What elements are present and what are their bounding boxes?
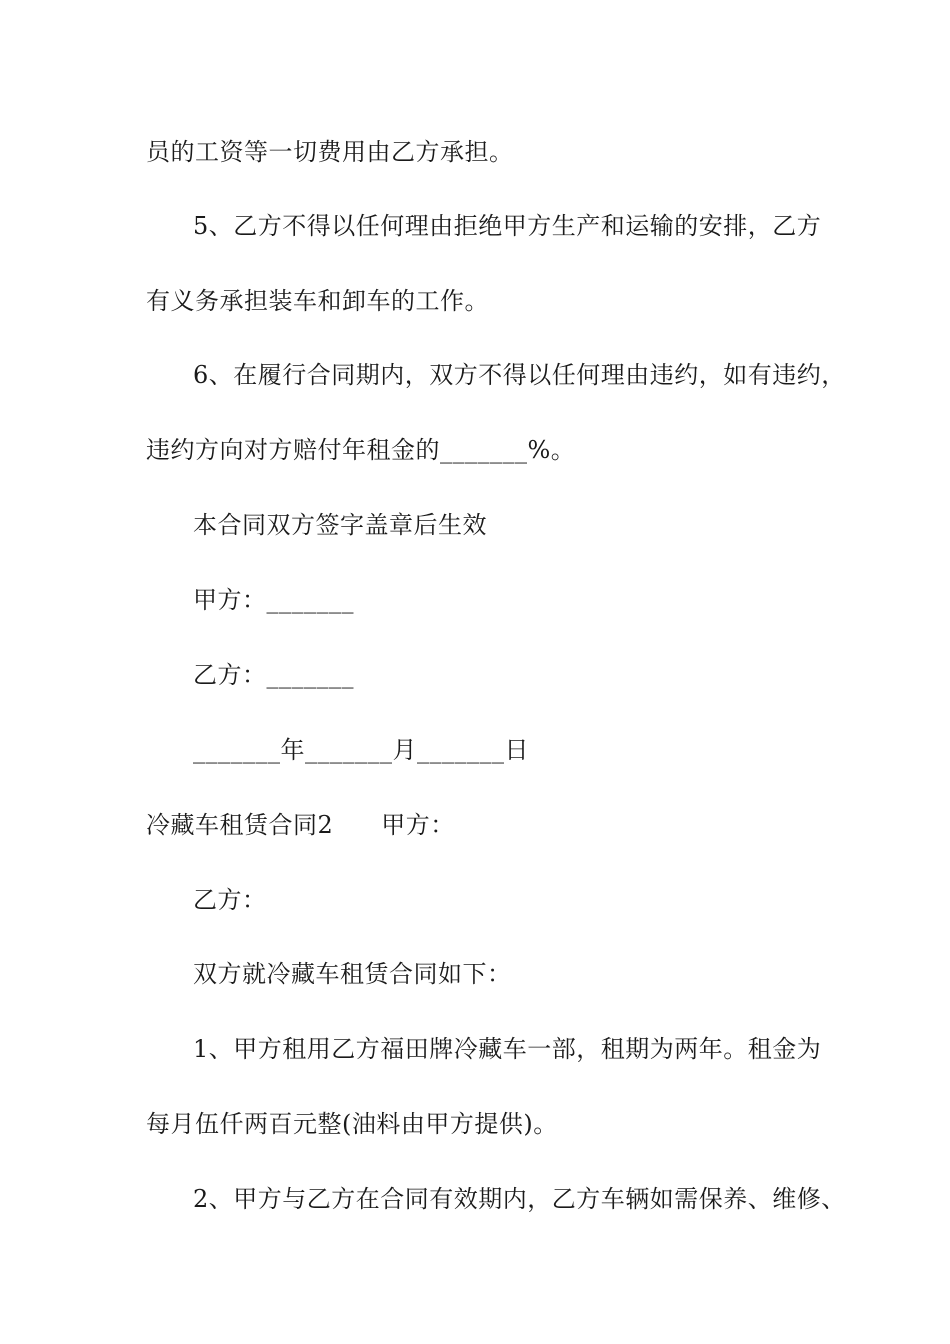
party-b-signature: 乙方：_______: [193, 661, 354, 689]
paragraph-line: 有义务承担装车和卸车的工作。: [146, 287, 489, 315]
paragraph-line: 每月伍仟两百元整(油料由甲方提供)。: [146, 1110, 558, 1138]
signing-date: _______年_______月_______日: [193, 736, 529, 764]
contract-heading-row: [146, 809, 455, 841]
clause-2-line: 2、甲方与乙方在合同有效期内，乙方车辆如需保养、维修、: [193, 1185, 846, 1213]
party-b-label: 乙方：: [193, 886, 267, 914]
clause-6-line: 6、在履行合同期内，双方不得以任何理由违约，如有违约，: [193, 361, 846, 389]
clause-5-line: 5、乙方不得以任何理由拒绝甲方生产和运输的安排，乙方: [193, 212, 822, 240]
party-a-signature: 甲方：_______: [193, 586, 354, 614]
clause-1-line: 1、甲方租用乙方福田牌冷藏车一部，租期为两年。租金为: [193, 1035, 822, 1063]
agreement-intro: 双方就冷藏车租赁合同如下：: [193, 960, 512, 988]
paragraph-line: 违约方向对方赔付年租金的_______%。: [146, 436, 576, 464]
paragraph-line: 员的工资等一切费用由乙方承担。: [146, 138, 514, 166]
party-a-label: 甲方：: [381, 811, 455, 839]
effective-clause: 本合同双方签字盖章后生效: [193, 511, 487, 539]
contract-title: 冷藏车租赁合同2: [146, 811, 334, 839]
